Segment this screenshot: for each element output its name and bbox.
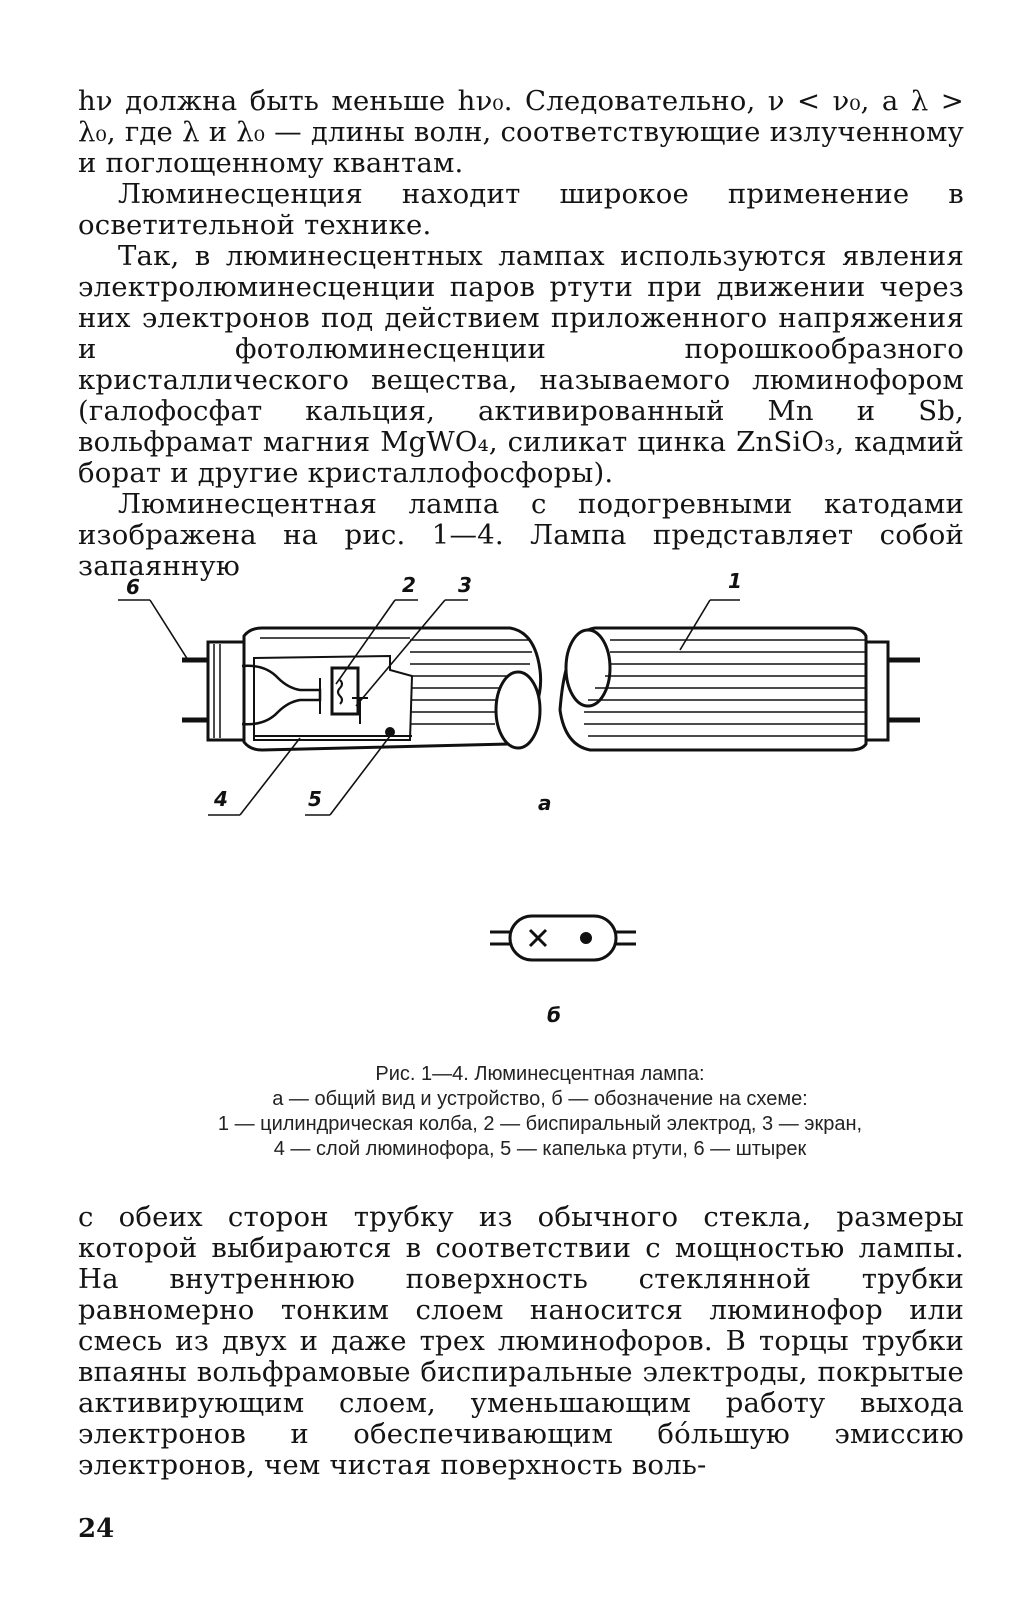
caption-line: 4 — слой люминофора, 5 — капелька ртути, 6 — штырек (273, 1138, 807, 1160)
subfigure-b-label: б (547, 1003, 561, 1027)
text-block-top (78, 86, 964, 582)
page-number: 24 (78, 1514, 115, 1544)
paragraph: Так, в люминесцентных лампах используются явления электролюминесценции паров ртути при движении через них электронов под действием приложенного напряжения и фотолюминесценции порошкообразного кристаллического вещества, называемого люминофором (галофосфат кальция, активированный Mn и Sb, вольфрамат магния MgWO₄, силикат цинка ZnSiO₃, кадмий борат и другие кристаллофосфоры). (78, 240, 964, 489)
paragraph: hν должна быть меньше hν₀. Следовательно, ν < ν₀, а λ > λ₀, где λ и λ₀ — длины волн, соответствующие излученному и поглощенному квантам. (78, 85, 964, 179)
paragraph: с обеих сторон трубку из обычного стекла, размеры которой выбираются в соответствии с мощностью лампы. На внутреннюю поверхность стеклянной трубки равномерно тонким слоем наносится люминофор или смесь из двух и даже трех люминофоров. В торцы трубки впаяны вольфрамовые биспиральные электроды, покрытые активирующим слоем, уменьшающим работу выхода электронов и обеспечивающим бо́льшую эмиссию электронов, чем чистая поверхность воль- (78, 1201, 964, 1481)
lamp-drawing (90, 560, 970, 1040)
text-block-bottom (78, 1202, 964, 1481)
subfigure-a-label: а (538, 791, 552, 815)
caption-line: 1 — цилиндрическая колба, 2 — биспиральный электрод, 3 — экран, (217, 1113, 863, 1135)
label-5: 5 (308, 787, 322, 811)
figure-fluorescent-lamp (90, 560, 970, 1040)
label-6: 6 (126, 575, 140, 599)
label-3: 3 (458, 573, 472, 597)
label-2: 2 (402, 573, 416, 597)
caption-line: а — общий вид и устройство, б — обозначение на схеме: (272, 1088, 808, 1110)
lamp-schematic-symbol (490, 916, 636, 960)
label-4: 4 (214, 787, 228, 811)
figure-caption (110, 1062, 970, 1162)
paragraph: Люминесценция находит широкое применение в осветительной технике. (78, 178, 964, 241)
lamp-left-section (182, 628, 541, 750)
paragraph: Люминесцентная лампа с подогревными катодами изображена на рис. 1—4. Лампа представляет собой запаянную (78, 488, 964, 582)
caption-line: Рис. 1—4. Люминесцентная лампа: (375, 1063, 705, 1085)
lamp-right-section (560, 628, 920, 750)
label-1: 1 (728, 569, 742, 593)
